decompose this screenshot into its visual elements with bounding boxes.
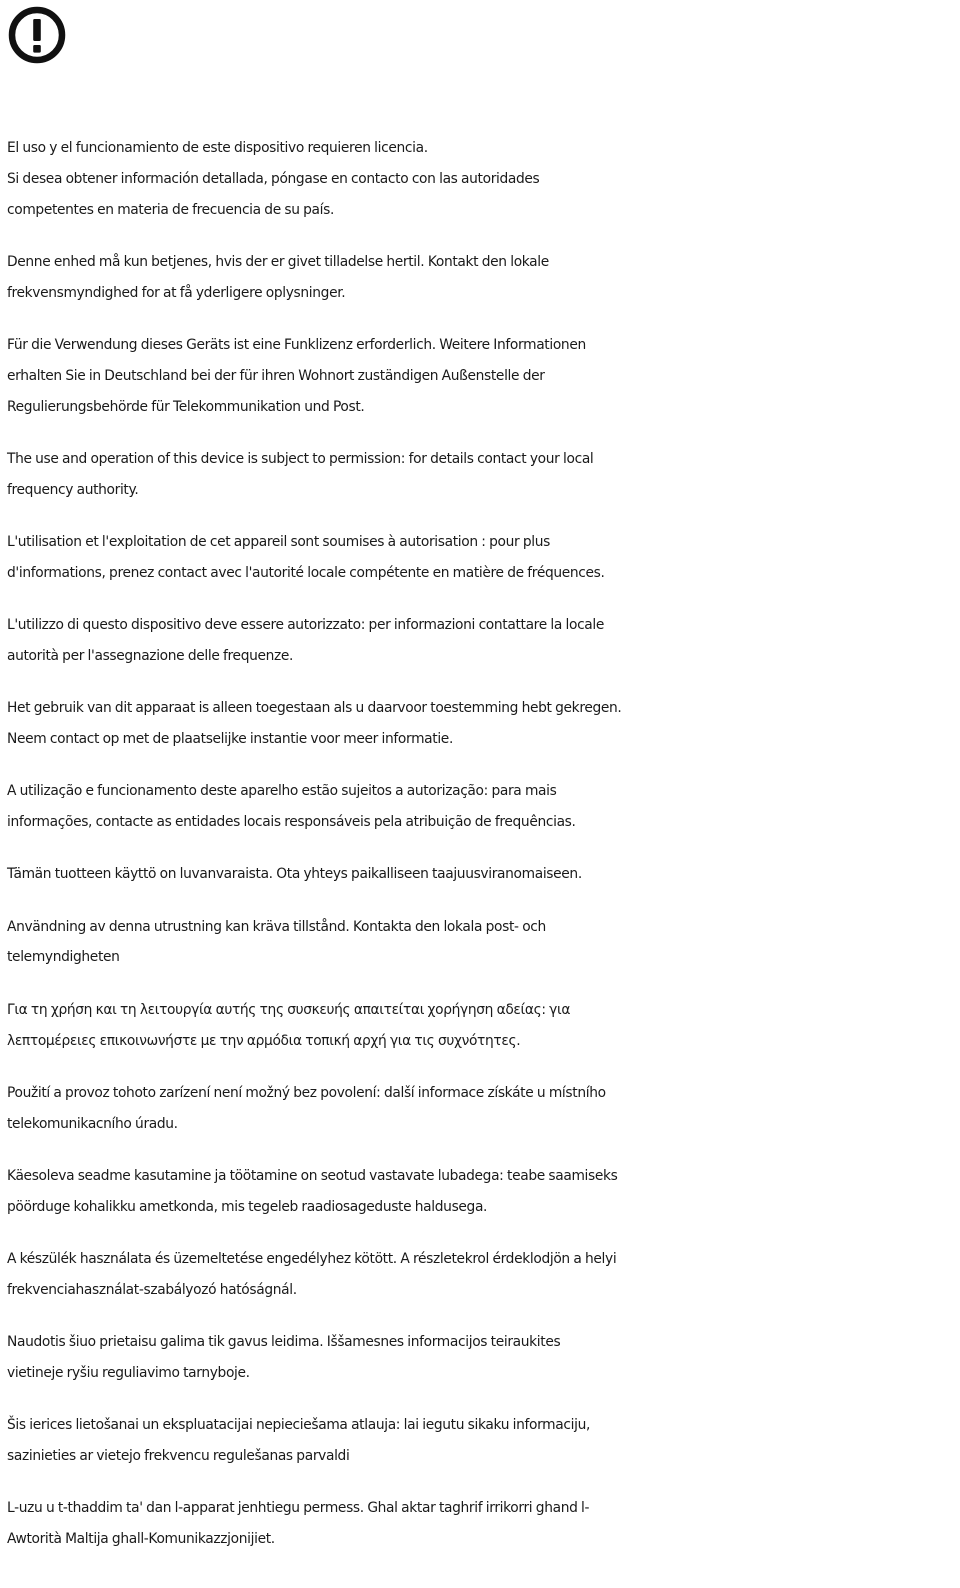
- notice-line: Awtorità Maltija ghall-Komunikazzjonijiet.: [7, 1531, 275, 1548]
- notice-line: Για τη χρήση και τη λειτουργία αυτής της συσκευής απαιτείται χορήγηση αδείας: για: [7, 1001, 571, 1018]
- notice-paragraph-lv: [7, 1410, 957, 1472]
- notice-line: Šis ierices lietošanai un ekspluatacijai nepieciešama atlauja: lai iegutu sikaku informaciju,: [7, 1417, 591, 1434]
- notice-line: erhalten Sie in Deutschland bei der für ihren Wohnort zuständigen Außenstelle der: [7, 367, 545, 384]
- notice-line: sazinieties ar vietejo frekvencu regulešanas parvaldi: [7, 1448, 350, 1464]
- notice-line: informações, contacte as entidades locais responsáveis pela atribuição de frequências.: [7, 814, 576, 831]
- notice-paragraph-es: [7, 133, 957, 225]
- notice-line: Für die Verwendung dieses Geräts ist eine Funklizenz erforderlich. Weitere Informationen: [7, 336, 586, 353]
- notice-line: d'informations, prenez contact avec l'autorité locale compétente en matière de fréquences.: [7, 564, 605, 581]
- notice-line: competentes en materia de frecuencia de su país.: [7, 201, 335, 218]
- notice-line: frequency authority.: [7, 481, 139, 498]
- notice-paragraph-en: [7, 444, 957, 506]
- notice-line: Användning av denna utrustning kan kräva tillstånd. Kontakta den lokala post- och: [7, 918, 546, 935]
- notice-paragraph-hu: [7, 1244, 957, 1306]
- notice-line: frekvensmyndighed for at få yderligere oplysninger.: [7, 284, 346, 301]
- notice-line: telekomunikacního úradu.: [7, 1115, 178, 1132]
- notice-line: El uso y el funcionamiento de este dispositivo requieren licencia.: [7, 140, 428, 156]
- notice-paragraph-cs: [7, 1078, 957, 1140]
- notice-paragraph-fi: [7, 859, 957, 890]
- notice-line: Käesoleva seadme kasutamine ja töötamine on seotud vastavate lubadega: teabe saamiseks: [7, 1167, 618, 1184]
- notice-line: Regulierungsbehörde für Telekommunikation und Post.: [7, 398, 365, 415]
- notice-line: Denne enhed må kun betjenes, hvis der er givet tilladelse hertil. Kontakt den lokale: [7, 253, 549, 270]
- notice-line: A készülék használata és üzemeltetése engedélyhez kötött. A részletekrol érdeklodjön a helyi: [7, 1251, 617, 1268]
- notice-line: Si desea obtener información detallada, póngase en contacto con las autoridades: [7, 170, 540, 187]
- notice-line: Tämän tuotteen käyttö on luvanvaraista. Ota yhteys paikalliseen taajuusviranomaiseen.: [7, 866, 582, 883]
- notice-line: Použití a provoz tohoto zarízení není možný bez povolení: další informace získáte u místního: [7, 1084, 606, 1101]
- notice-paragraph-mt: [7, 1493, 957, 1555]
- notice-paragraph-el: [7, 995, 957, 1057]
- notice-paragraph-da: [7, 247, 957, 309]
- notice-line: pöörduge kohalikku ametkonda, mis tegeleb raadiosageduste haldusega.: [7, 1198, 488, 1215]
- notice-line: A utilização e funcionamento deste aparelho estão sujeitos a autorização: para mais: [7, 783, 557, 800]
- notice-paragraph-it: [7, 610, 957, 672]
- notice-line: Naudotis šiuo prietaisu galima tik gavus leidima. Iššamesnes informacijos teiraukites: [7, 1334, 561, 1351]
- notice-line: frekvenciahasználat-szabályozó hatóságnál.: [7, 1281, 297, 1298]
- notice-line: L'utilizzo di questo dispositivo deve essere autorizzato: per informazioni contattare la locale: [7, 617, 605, 634]
- notice-paragraph-pt: [7, 776, 957, 838]
- notice-line: vietineje ryšiu reguliavimo tarnyboje.: [7, 1364, 250, 1381]
- notice-line: The use and operation of this device is subject to permission: for details contact your local: [7, 450, 594, 467]
- notice-paragraph-lt: [7, 1327, 957, 1389]
- notice-line: λεπτομέρειες επικοινωνήστε με την αρμόδια τοπική αρχή για τις συχνότητες.: [7, 1032, 521, 1049]
- notice-paragraph-et: [7, 1161, 957, 1223]
- notice-line: autorità per l'assegnazione delle frequenze.: [7, 647, 294, 664]
- notice-paragraph-nl: [7, 693, 957, 755]
- notice-paragraph-fr: [7, 527, 957, 589]
- notice-line: telemyndigheten: [7, 949, 120, 966]
- notice-paragraph-de: [7, 330, 957, 422]
- exclamation-circle-icon: [8, 6, 66, 64]
- notice-line: Neem contact op met de plaatselijke instantie voor meer informatie.: [7, 730, 453, 747]
- notice-paragraph-sv: [7, 912, 957, 974]
- license-notice-body: [7, 133, 957, 1576]
- notice-line: L'utilisation et l'exploitation de cet appareil sont soumises à autorisation : pour plus: [7, 533, 550, 550]
- notice-line: L-uzu u t-thaddim ta' dan l-apparat jenhtiegu permess. Ghal aktar taghrif irrikorri ghand l-: [7, 1500, 590, 1517]
- notice-line: Het gebruik van dit apparaat is alleen toegestaan als u daarvoor toestemming hebt gekregen.: [7, 700, 622, 717]
